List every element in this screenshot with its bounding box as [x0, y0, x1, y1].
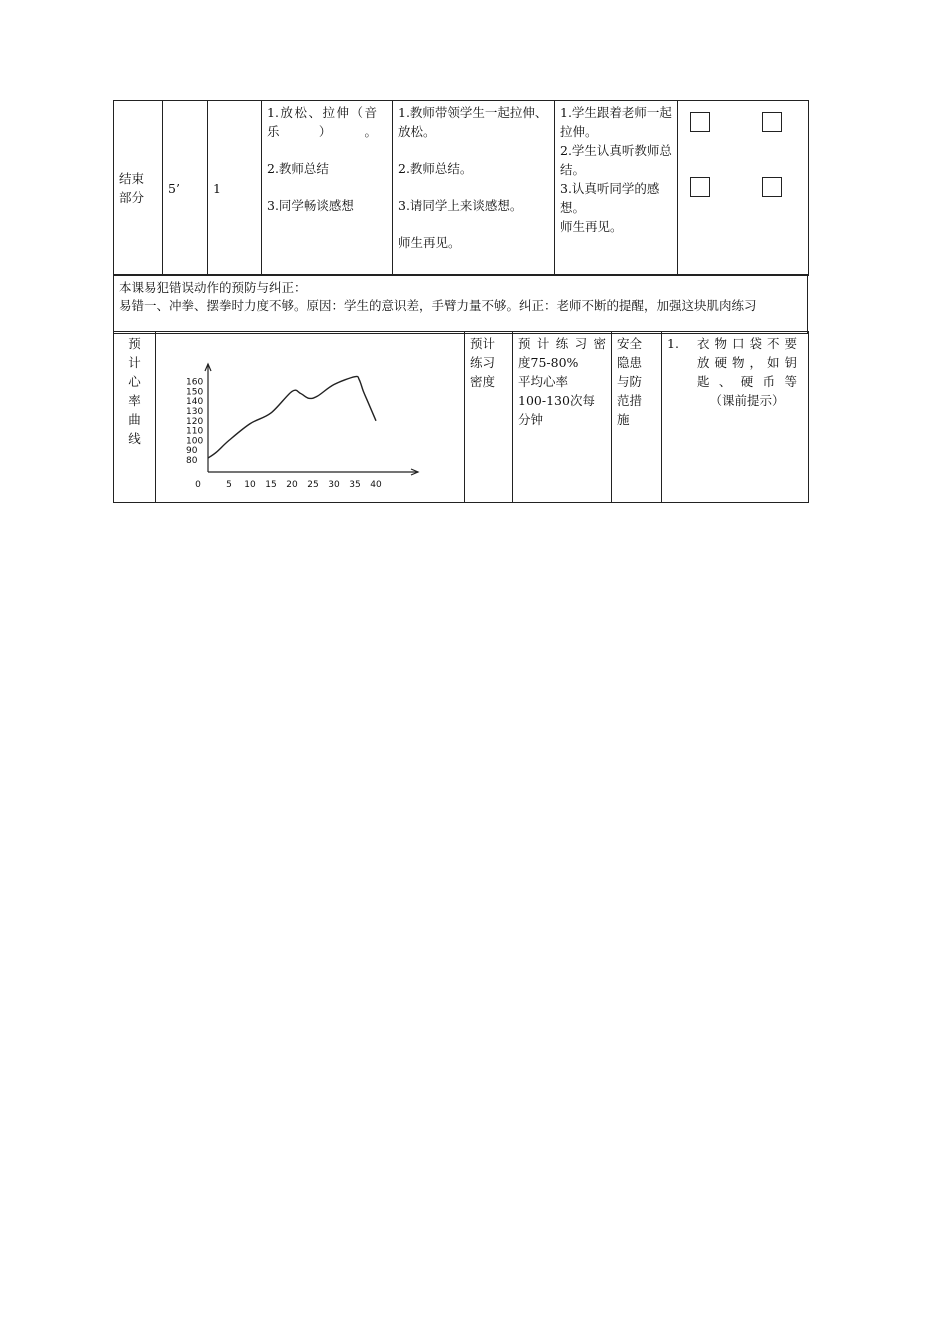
- y-tick-label: 120: [186, 416, 204, 427]
- x-tick-label: 40: [370, 480, 382, 490]
- errors-text: 易错一、冲拳、摆拳时力度不够。原因：学生的意识差，手臂力量不够。纠正：老师不断的提醒，加强这块肌肉练习: [119, 298, 757, 313]
- curve-label-cell: [114, 332, 156, 503]
- checkbox[interactable]: [762, 112, 782, 132]
- density-label-line: 练习: [470, 355, 496, 370]
- curve-label-char: 线: [128, 431, 141, 446]
- section-name-line: 部分: [119, 190, 145, 205]
- safety-value-line: 放硬物，如钥: [697, 355, 797, 370]
- safety-label-line: 安全: [617, 336, 643, 351]
- student-item: 师生再见。: [560, 219, 623, 234]
- teacher-item: 2.教师总结。: [398, 161, 473, 176]
- count-cell: [208, 101, 262, 276]
- content-cell: [262, 101, 393, 276]
- x-tick-label: 15: [265, 480, 277, 490]
- safety-label-line: 与防: [617, 374, 643, 389]
- safety-value-line: （课前提示）: [709, 393, 785, 408]
- curve-label-char: 曲: [128, 412, 141, 427]
- time-cell: [163, 101, 208, 276]
- x-tick-label: 35: [349, 480, 361, 490]
- heart-rate-chart-cell: [156, 332, 465, 503]
- y-tick-label: 100: [186, 436, 204, 447]
- safety-value-line: 匙、硬币等: [697, 374, 797, 389]
- safety-label-line: 隐患: [617, 355, 643, 370]
- x-tick-label: 5: [226, 480, 232, 490]
- x-tick-label: 30: [328, 480, 340, 490]
- teacher-activity-cell: [393, 101, 555, 276]
- section-name-cell: [114, 101, 163, 276]
- checkbox[interactable]: [762, 177, 782, 197]
- section-name-line: 结束: [119, 171, 145, 186]
- student-item: 3.认真听同学的感想。: [560, 181, 660, 215]
- teacher-item: 师生再见。: [398, 235, 461, 250]
- count-value: 1: [213, 180, 221, 196]
- curve-label-char: 心: [128, 374, 141, 389]
- errors-table: [113, 274, 808, 334]
- teacher-item: 3.请同学上来谈感想。: [398, 198, 523, 213]
- checkbox[interactable]: [690, 112, 710, 132]
- content-item: 1.放松、拉伸（音乐）。: [267, 105, 377, 139]
- heart-rate-chart: [156, 332, 461, 496]
- time-value: 5’: [168, 180, 180, 196]
- density-value-line: 预计练习密: [518, 336, 606, 351]
- y-tick-label: 130: [186, 407, 204, 417]
- y-tick-label: 90: [186, 446, 198, 457]
- heart-rate-line: [208, 376, 376, 458]
- student-item: 2.学生认真听教师总结。: [560, 143, 672, 177]
- x-tick-label: 0: [195, 480, 201, 490]
- y-tick-label: 150: [186, 387, 204, 398]
- density-value-line: 100-130次每: [518, 393, 595, 408]
- x-tick-label: 25: [307, 480, 319, 490]
- errors-cell: [114, 275, 808, 334]
- content-item: 3.同学畅谈感想: [267, 198, 354, 213]
- density-value-line: 分钟: [518, 412, 544, 427]
- student-item: 1.学生跟着老师一起拉伸。: [560, 105, 672, 139]
- safety-label-line: 施: [617, 412, 630, 427]
- density-value-line: 度75-80%: [518, 355, 579, 370]
- x-tick-label: 20: [286, 480, 298, 490]
- student-activity-cell: [555, 101, 678, 276]
- safety-item-number: 1.: [667, 336, 679, 351]
- safety-value-line: 衣物口袋不要: [697, 336, 797, 351]
- y-tick-label: 140: [186, 397, 204, 408]
- y-tick-label: 160: [186, 377, 204, 388]
- y-tick-label: 80: [186, 456, 198, 466]
- density-label-cell: [465, 332, 513, 503]
- density-label-line: 密度: [470, 374, 496, 389]
- checkbox-cell: [678, 101, 809, 276]
- closing-section-table: [113, 100, 809, 276]
- teacher-item: 1.教师带领学生一起拉伸、放松。: [398, 105, 548, 139]
- curve-label-char: 预: [128, 336, 141, 351]
- safety-label-cell: [612, 332, 662, 503]
- content-item: 2.教师总结: [267, 161, 329, 176]
- y-tick-label: 110: [186, 426, 204, 437]
- checkbox[interactable]: [690, 177, 710, 197]
- safety-label-line: 范措: [617, 393, 643, 408]
- density-value-line: 平均心率: [518, 374, 569, 389]
- curve-label-char: 计: [128, 355, 141, 370]
- x-tick-label: 10: [244, 480, 256, 490]
- safety-value-cell: [662, 332, 809, 503]
- bottom-table: [113, 331, 809, 503]
- density-value-cell: [513, 332, 612, 503]
- errors-title: 本课易犯错误动作的预防与纠正：: [119, 280, 307, 295]
- density-label-line: 预计: [470, 336, 496, 351]
- curve-label-char: 率: [128, 393, 141, 408]
